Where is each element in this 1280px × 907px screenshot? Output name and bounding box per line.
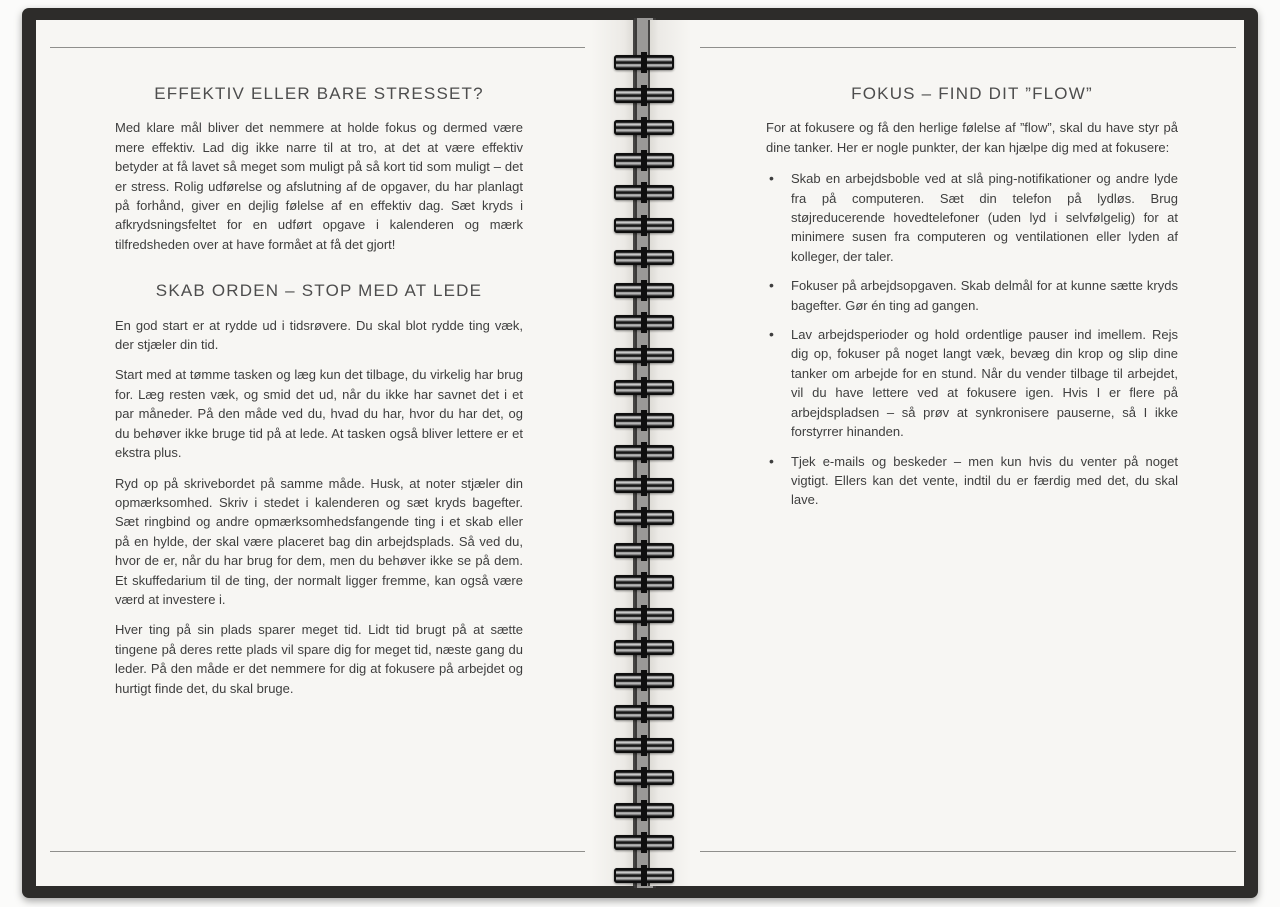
footer-rule — [50, 851, 585, 852]
binding-ring — [614, 348, 674, 363]
header-rule — [700, 47, 1236, 48]
binding-ring — [614, 283, 674, 298]
list-item-text: Fokuser på arbejdsopgaven. Skab delmål for at kunne sætte kryds bagefter. Gør én ting ad gangen. — [791, 278, 1178, 313]
focus-tips-list — [766, 169, 1178, 510]
binding-ring — [614, 738, 674, 753]
binding-ring — [614, 380, 674, 395]
binding-ring — [614, 185, 674, 200]
binding-ring — [614, 608, 674, 623]
section-heading-effektiv: EFFEKTIV ELLER BARE STRESSET? — [154, 84, 484, 103]
binding-ring — [614, 120, 674, 135]
binding-ring — [614, 153, 674, 168]
intro-paragraph: For at fokusere og få den herlige følelse af ”flow”, skal du have styr på dine tanker. Her er nogle punkter, der kan hjælpe dig med at fokusere: — [766, 120, 1178, 155]
binding-ring — [614, 575, 674, 590]
left-page — [36, 20, 635, 886]
header-rule — [50, 47, 585, 48]
wire-binding — [614, 8, 674, 898]
binding-ring — [614, 835, 674, 850]
list-item — [766, 169, 1178, 266]
notebook — [22, 8, 1258, 898]
right-page — [648, 20, 1244, 886]
paragraph: Hver ting på sin plads sparer meget tid. Lidt tid brugt på at sætte tingene på deres rette plads vil spare dig for meget tid, næste gang du leder. På den måde er det nemmere for dig at fokusere på arbejdet og hurtigt finde det, du skal bruge. — [115, 622, 523, 696]
binding-ring — [614, 413, 674, 428]
binding-ring — [614, 770, 674, 785]
binding-ring — [614, 510, 674, 525]
binding-ring — [614, 868, 674, 883]
binding-ring — [614, 88, 674, 103]
binding-ring — [614, 55, 674, 70]
footer-rule — [700, 851, 1236, 852]
paragraph: Med klare mål bliver det nemmere at holde fokus og dermed være mere effektiv. Lad dig ikke narre til at tro, at det at være effektiv betyder at få lavet så meget som muligt på så kort tid som muligt – det er stress. Rolig udførelse og afslutning af de opgaver, du har planlagt på forhånd, giver en dejlig følelse af en effektiv dag. Sæt kryds i afkrydsningsfeltet for en udført opgave i kalenderen og mærk tilfredsheden over at have formået at få det gjort! — [115, 120, 523, 252]
binding-ring — [614, 640, 674, 655]
binding-ring — [614, 673, 674, 688]
bullet-icon: • — [769, 277, 774, 294]
left-page-content — [115, 84, 523, 709]
bullet-icon: • — [769, 170, 774, 187]
section-heading-skab-orden: SKAB ORDEN – STOP MED AT LEDE — [155, 281, 483, 301]
list-item — [766, 325, 1178, 441]
paragraph: Ryd op på skrivebordet på samme måde. Husk, at noter stjæler din opmærksomhed. Skriv i stedet i kalenderen og sæt kryds bagefter. Sæt ringbind og andre opmærksomhedsfangende ting i et skab eller på en hylde, der skal være placeret bag din arbejdsplads. Så ved du, hvor de er, når du har brug for dem, men du behøver ikke se på dem. Et skuffedarium til de ting, der normalt ligger fremme, kan også være værd at investere i. — [115, 475, 523, 607]
list-item-text: Skab en arbejdsboble ved at slå ping-notifikationer og andre lyde fra på computeren. Sæt din telefon på lydløs. Brug støjreducerende hovedtelefoner (uden lyd i selvfølgelig) for at minimere susen fra computeren og ventilationen eller lyden af kolleger, der taler. — [791, 171, 1178, 264]
list-item-text: Tjek e-mails og beskeder – men kun hvis du venter på noget vigtigt. Ellers kan det vente, indtil du er færdig med det, du skal lave. — [791, 453, 1178, 508]
bullet-icon: • — [769, 326, 774, 343]
binding-ring — [614, 315, 674, 330]
binding-ring — [614, 250, 674, 265]
list-item — [766, 276, 1178, 315]
section-heading-fokus: FOKUS – FIND DIT ”FLOW” — [851, 84, 1093, 103]
binding-ring — [614, 218, 674, 233]
binding-ring — [614, 705, 674, 720]
binding-ring — [614, 445, 674, 460]
binding-ring — [614, 478, 674, 493]
paragraph: En god start er at rydde ud i tidsrøvere. Du skal blot rydde ting væk, der stjæler din tid. — [115, 317, 523, 353]
binding-ring — [614, 543, 674, 558]
paragraph: Start med at tømme tasken og læg kun det tilbage, du virkelig har brug for. Læg resten væk, og smid det ud, når du ikke har savnet det i et par måneder. På den måde ved du, hvad du har, hvor du har det, og du behøver ikke bruge tid på at lede. At tasken også bliver lettere er et ekstra plus. — [115, 367, 523, 461]
list-item — [766, 452, 1178, 510]
list-item-text: Lav arbejdsperioder og hold ordentlige pauser ind imellem. Rejs dig op, fokuser på noget langt væk, bevæg din krop og slip dine tanker om arbejde for en stund. Når du vender tilbage til arbejdet, vil du have lettere ved at fokusere igen. Hvis I er flere på arbejdspladsen – så prøv at synkronisere pauserne, så I ikke forstyrrer hinanden. — [791, 327, 1178, 440]
binding-ring — [614, 803, 674, 818]
bullet-icon: • — [769, 452, 774, 469]
right-page-content — [766, 84, 1178, 520]
